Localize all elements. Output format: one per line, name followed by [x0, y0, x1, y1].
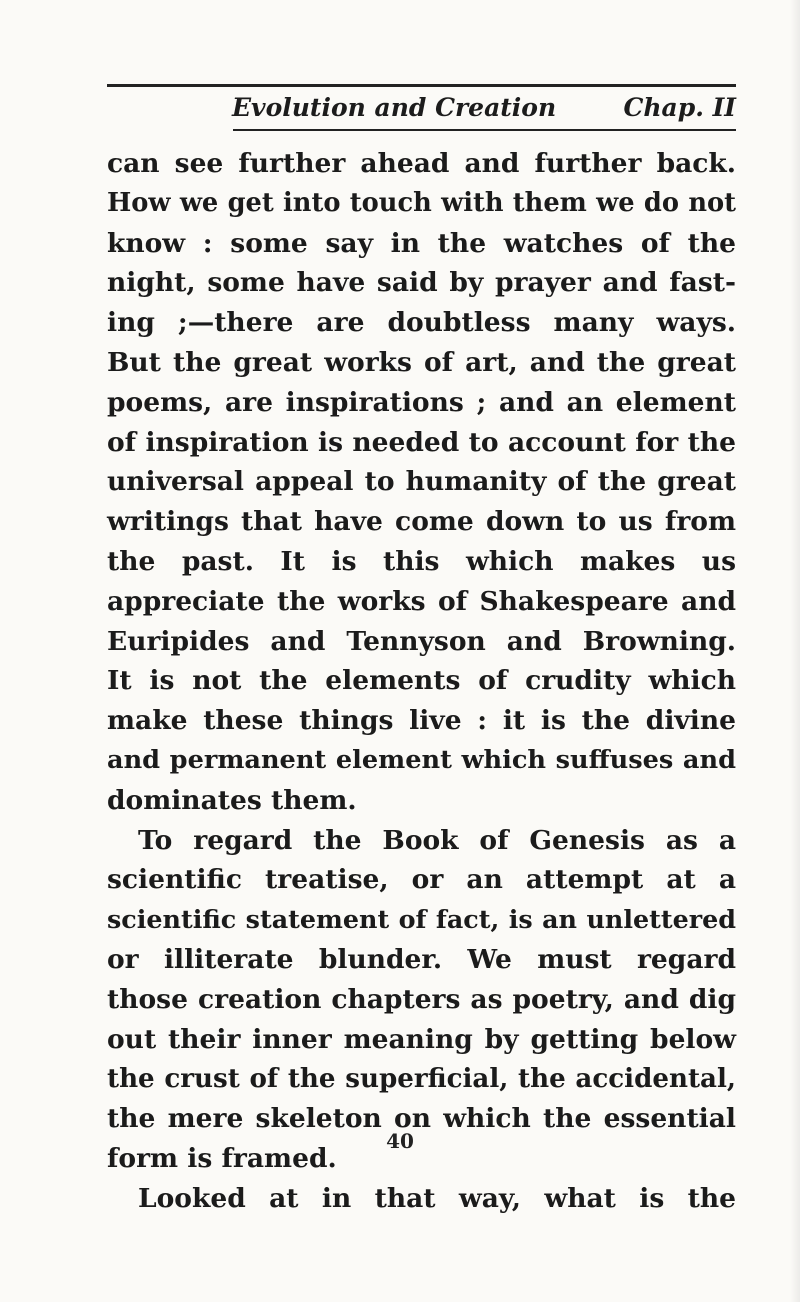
- text-line: the past. It is this which makes us: [107, 545, 736, 577]
- text-line: form is framed.: [107, 1142, 337, 1174]
- text-line: the crust of the superficial, the accidental,: [107, 1063, 736, 1095]
- text-line: scientific treatise, or an attempt at a: [107, 864, 736, 896]
- text-line: dominates them.: [107, 784, 357, 816]
- text-line: appreciate the works of Shakespeare and: [107, 585, 736, 617]
- text-line: those creation chapters as poetry, and dig: [107, 983, 736, 1015]
- running-head: [107, 88, 736, 128]
- text-line: writings that have come down to us from: [107, 506, 736, 538]
- text-line: How we get into touch with them we do not: [107, 187, 736, 218]
- text-line: make these things live : it is the divine: [107, 705, 736, 737]
- text-line: scientific statement of fact, is an unlettered: [107, 904, 736, 935]
- header-rule-top: [107, 84, 736, 87]
- running-head-chapter: Chap. II: [623, 93, 736, 122]
- page-edge-shadow: [790, 0, 800, 1302]
- text-line: or illiterate blunder. We must regard: [107, 943, 736, 975]
- running-head-title: Evolution and Creation: [232, 93, 557, 122]
- text-line: the mere skeleton on which the essential: [107, 1103, 736, 1135]
- text-line: But the great works of art, and the great: [107, 346, 736, 378]
- text-line: Looked at in that way, what is the: [138, 1182, 736, 1214]
- text-line: Euripides and Tennyson and Browning.: [107, 625, 736, 657]
- text-line: out their inner meaning by getting below: [107, 1023, 736, 1055]
- text-line: know : some say in the watches of the: [107, 227, 736, 259]
- header-rule-bottom: [233, 129, 736, 131]
- text-line: universal appeal to humanity of the great: [107, 466, 736, 498]
- text-line: of inspiration is needed to account for the: [107, 426, 736, 458]
- page-number: 40: [386, 1129, 414, 1153]
- text-line: poems, are inspirations ; and an element: [107, 386, 736, 418]
- text-line: To regard the Book of Genesis as a: [138, 824, 736, 856]
- text-line: can see further ahead and further back.: [107, 148, 736, 179]
- text-line: ing ;—there are doubtless many ways.: [107, 307, 736, 339]
- body-text: [107, 144, 736, 1219]
- text-line: and permanent element which suffuses and: [107, 744, 736, 775]
- text-line: It is not the elements of crudity which: [107, 665, 736, 697]
- text-line: night, some have said by prayer and fast-: [107, 267, 736, 299]
